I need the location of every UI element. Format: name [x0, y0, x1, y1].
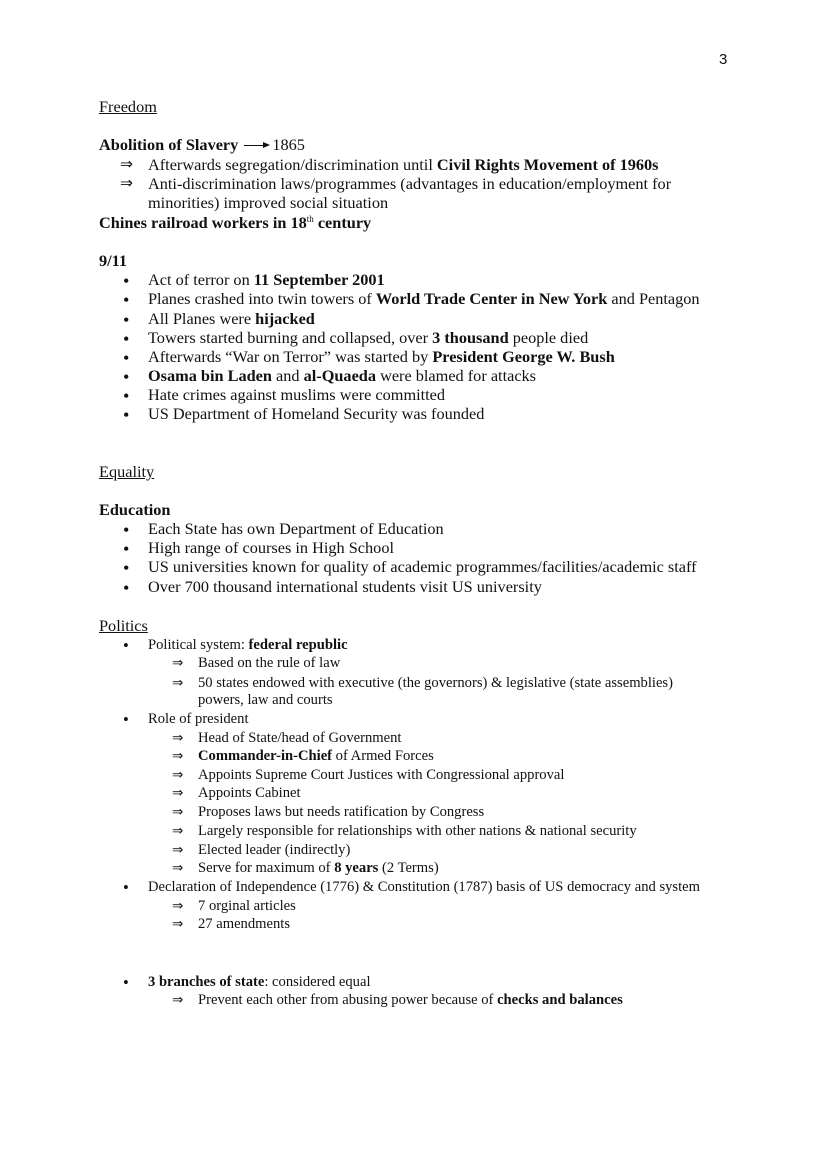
double-arrow-icon: ⇒	[120, 175, 133, 193]
list-item	[148, 975, 371, 990]
text-segment: Prevent each other from abusing power because of	[198, 991, 498, 1008]
subheading	[99, 253, 127, 269]
text-segment: Act of terror on	[148, 270, 254, 290]
text-segment: and Pentagon	[607, 289, 700, 309]
double-arrow-icon: ⇒	[172, 822, 184, 838]
text-segment: Role of president	[148, 710, 249, 727]
bullet-icon: •	[123, 348, 130, 369]
text-segment: century	[313, 213, 372, 233]
text-segment: Serve for maximum of	[198, 859, 335, 876]
list-item	[198, 731, 401, 746]
text-segment: people died	[508, 328, 589, 348]
bullet-icon: •	[123, 290, 130, 311]
text-segment: Planes crashed into twin towers of	[148, 289, 376, 309]
text-segment: Appoints Cabinet	[198, 784, 301, 801]
list-item	[148, 330, 588, 346]
bullet-icon: •	[123, 877, 129, 897]
bullet-icon: •	[123, 367, 130, 388]
text-segment: Afterwards “War on Terror” was started by	[148, 347, 433, 367]
subheading	[99, 137, 305, 153]
double-arrow-icon: ⇒	[172, 841, 184, 857]
list-item	[148, 880, 700, 895]
bullet-icon: •	[123, 972, 129, 992]
list-item	[148, 387, 445, 403]
bullet-icon: •	[123, 578, 130, 599]
text-segment: All Planes were	[148, 309, 256, 329]
text-segment: Towers started burning and collapsed, over	[148, 328, 433, 348]
bullet-icon: •	[123, 520, 130, 541]
list-item	[148, 406, 484, 422]
double-arrow-icon: ⇒	[172, 729, 184, 745]
text-segment: Anti-discrimination laws/programmes (advantages in education/employment for	[148, 174, 672, 194]
list-item	[148, 272, 385, 288]
list-item	[148, 712, 249, 727]
list-item	[198, 693, 333, 708]
text-segment: US universities known for quality of academic programmes/facilities/academic staff	[148, 557, 697, 577]
list-item	[198, 993, 623, 1008]
text-segment: 3 thousand	[432, 328, 509, 348]
text-segment: Chines railroad workers in 18	[99, 213, 307, 233]
text-segment: Declaration of Independence (1776) & Constitution (1787) basis of US democracy and system	[148, 878, 700, 895]
double-arrow-icon: ⇒	[172, 654, 184, 670]
text-segment: : considered equal	[264, 973, 371, 990]
text-segment: Appoints Supreme Court Justices with Congressional approval	[198, 766, 565, 783]
text-segment: US Department of Homeland Security was founded	[148, 404, 485, 424]
text-segment: Abolition of Slavery	[99, 135, 239, 155]
text-segment: 7 orginal articles	[198, 897, 296, 914]
list-item	[198, 786, 301, 801]
list-item	[198, 768, 564, 783]
double-arrow-icon: ⇒	[172, 766, 184, 782]
text-segment: Hate crimes against muslims were committed	[148, 385, 446, 405]
bullet-icon: •	[123, 310, 130, 331]
double-arrow-icon: ⇒	[172, 674, 184, 690]
bullet-icon: •	[123, 709, 129, 729]
text-segment: Commander-in-Chief	[198, 747, 333, 764]
text-segment: Politics	[99, 616, 148, 636]
list-item	[148, 638, 348, 653]
text-segment: Proposes laws but needs ratification by Congress	[198, 803, 485, 820]
bullet-icon: •	[123, 539, 130, 560]
bullet-icon: •	[123, 405, 130, 426]
text-segment: Based on the rule of law	[198, 654, 341, 671]
page-number: 3	[719, 51, 728, 68]
bullet-icon: •	[123, 635, 129, 655]
subheading	[99, 215, 371, 231]
list-item	[148, 349, 615, 365]
list-item	[148, 311, 315, 327]
list-item	[198, 899, 296, 914]
list-item	[148, 579, 542, 595]
double-arrow-icon: ⇒	[172, 991, 184, 1007]
double-arrow-icon: ⇒	[172, 784, 184, 800]
right-arrow-icon	[244, 145, 268, 146]
text-segment: Equality	[99, 462, 155, 482]
section-heading	[99, 618, 148, 634]
text-segment: 3 branches of state	[148, 973, 265, 990]
section-heading	[99, 464, 154, 480]
section-heading	[99, 99, 157, 115]
list-item	[198, 805, 484, 820]
text-segment: Education	[99, 500, 171, 520]
text-segment: checks and balances	[497, 991, 623, 1008]
bullet-icon: •	[123, 329, 130, 350]
text-segment: al-Quaeda	[303, 366, 376, 386]
text-segment: Afterwards segregation/discrimination until	[148, 155, 437, 175]
text-segment: were blamed for attacks	[376, 366, 537, 386]
text-segment: Osama bin Laden	[148, 366, 272, 386]
list-item	[148, 195, 388, 211]
double-arrow-icon: ⇒	[172, 915, 184, 931]
text-segment: federal republic	[248, 636, 348, 653]
list-item	[148, 157, 659, 173]
subheading	[99, 502, 170, 518]
text-segment: of Armed Forces	[332, 747, 434, 764]
text-segment: minorities) improved social situation	[148, 193, 389, 213]
list-item	[198, 749, 434, 764]
text-segment: Civil Rights Movement of 1960s	[436, 155, 659, 175]
text-segment: World Trade Center in New York	[375, 289, 608, 309]
list-item	[148, 540, 394, 556]
text-segment: Freedom	[99, 97, 157, 117]
text-segment: President George W. Bush	[432, 347, 615, 367]
text-segment: Political system:	[148, 636, 249, 653]
bullet-icon: •	[123, 271, 130, 292]
text-segment: powers, law and courts	[198, 691, 333, 708]
text-segment: Each State has own Department of Education	[148, 519, 444, 539]
list-item	[198, 843, 350, 858]
list-item	[148, 559, 697, 575]
list-item	[148, 521, 444, 537]
list-item	[148, 368, 536, 384]
double-arrow-icon: ⇒	[172, 747, 184, 763]
text-segment: 9/11	[99, 251, 128, 271]
text-segment: and	[271, 366, 304, 386]
text-segment: Over 700 thousand international students visit US university	[148, 577, 542, 597]
text-segment: Elected leader (indirectly)	[198, 841, 351, 858]
text-segment: 1865	[272, 135, 305, 155]
list-item	[148, 176, 671, 192]
text-segment: High range of courses in High School	[148, 538, 394, 558]
list-item	[198, 676, 673, 691]
list-item	[198, 656, 340, 671]
double-arrow-icon: ⇒	[172, 859, 184, 875]
list-item	[148, 291, 700, 307]
text-segment: (2 Terms)	[378, 859, 439, 876]
text-segment: Head of State/head of Government	[198, 729, 402, 746]
double-arrow-icon: ⇒	[172, 897, 184, 913]
text-segment: hijacked	[255, 309, 315, 329]
list-item	[198, 917, 290, 932]
double-arrow-icon: ⇒	[120, 156, 133, 174]
text-segment: 8 years	[334, 859, 379, 876]
text-segment: 27 amendments	[198, 915, 291, 932]
bullet-icon: •	[123, 558, 130, 579]
list-item	[198, 824, 637, 839]
text-segment: 11 September 2001	[253, 270, 385, 290]
double-arrow-icon: ⇒	[172, 803, 184, 819]
bullet-icon: •	[123, 386, 130, 407]
list-item	[198, 861, 439, 876]
text-segment: 50 states endowed with executive (the governors) & legislative (state assemblies)	[198, 674, 673, 691]
text-segment: Largely responsible for relationships with other nations & national security	[198, 822, 637, 839]
text-segment: th	[306, 214, 314, 225]
